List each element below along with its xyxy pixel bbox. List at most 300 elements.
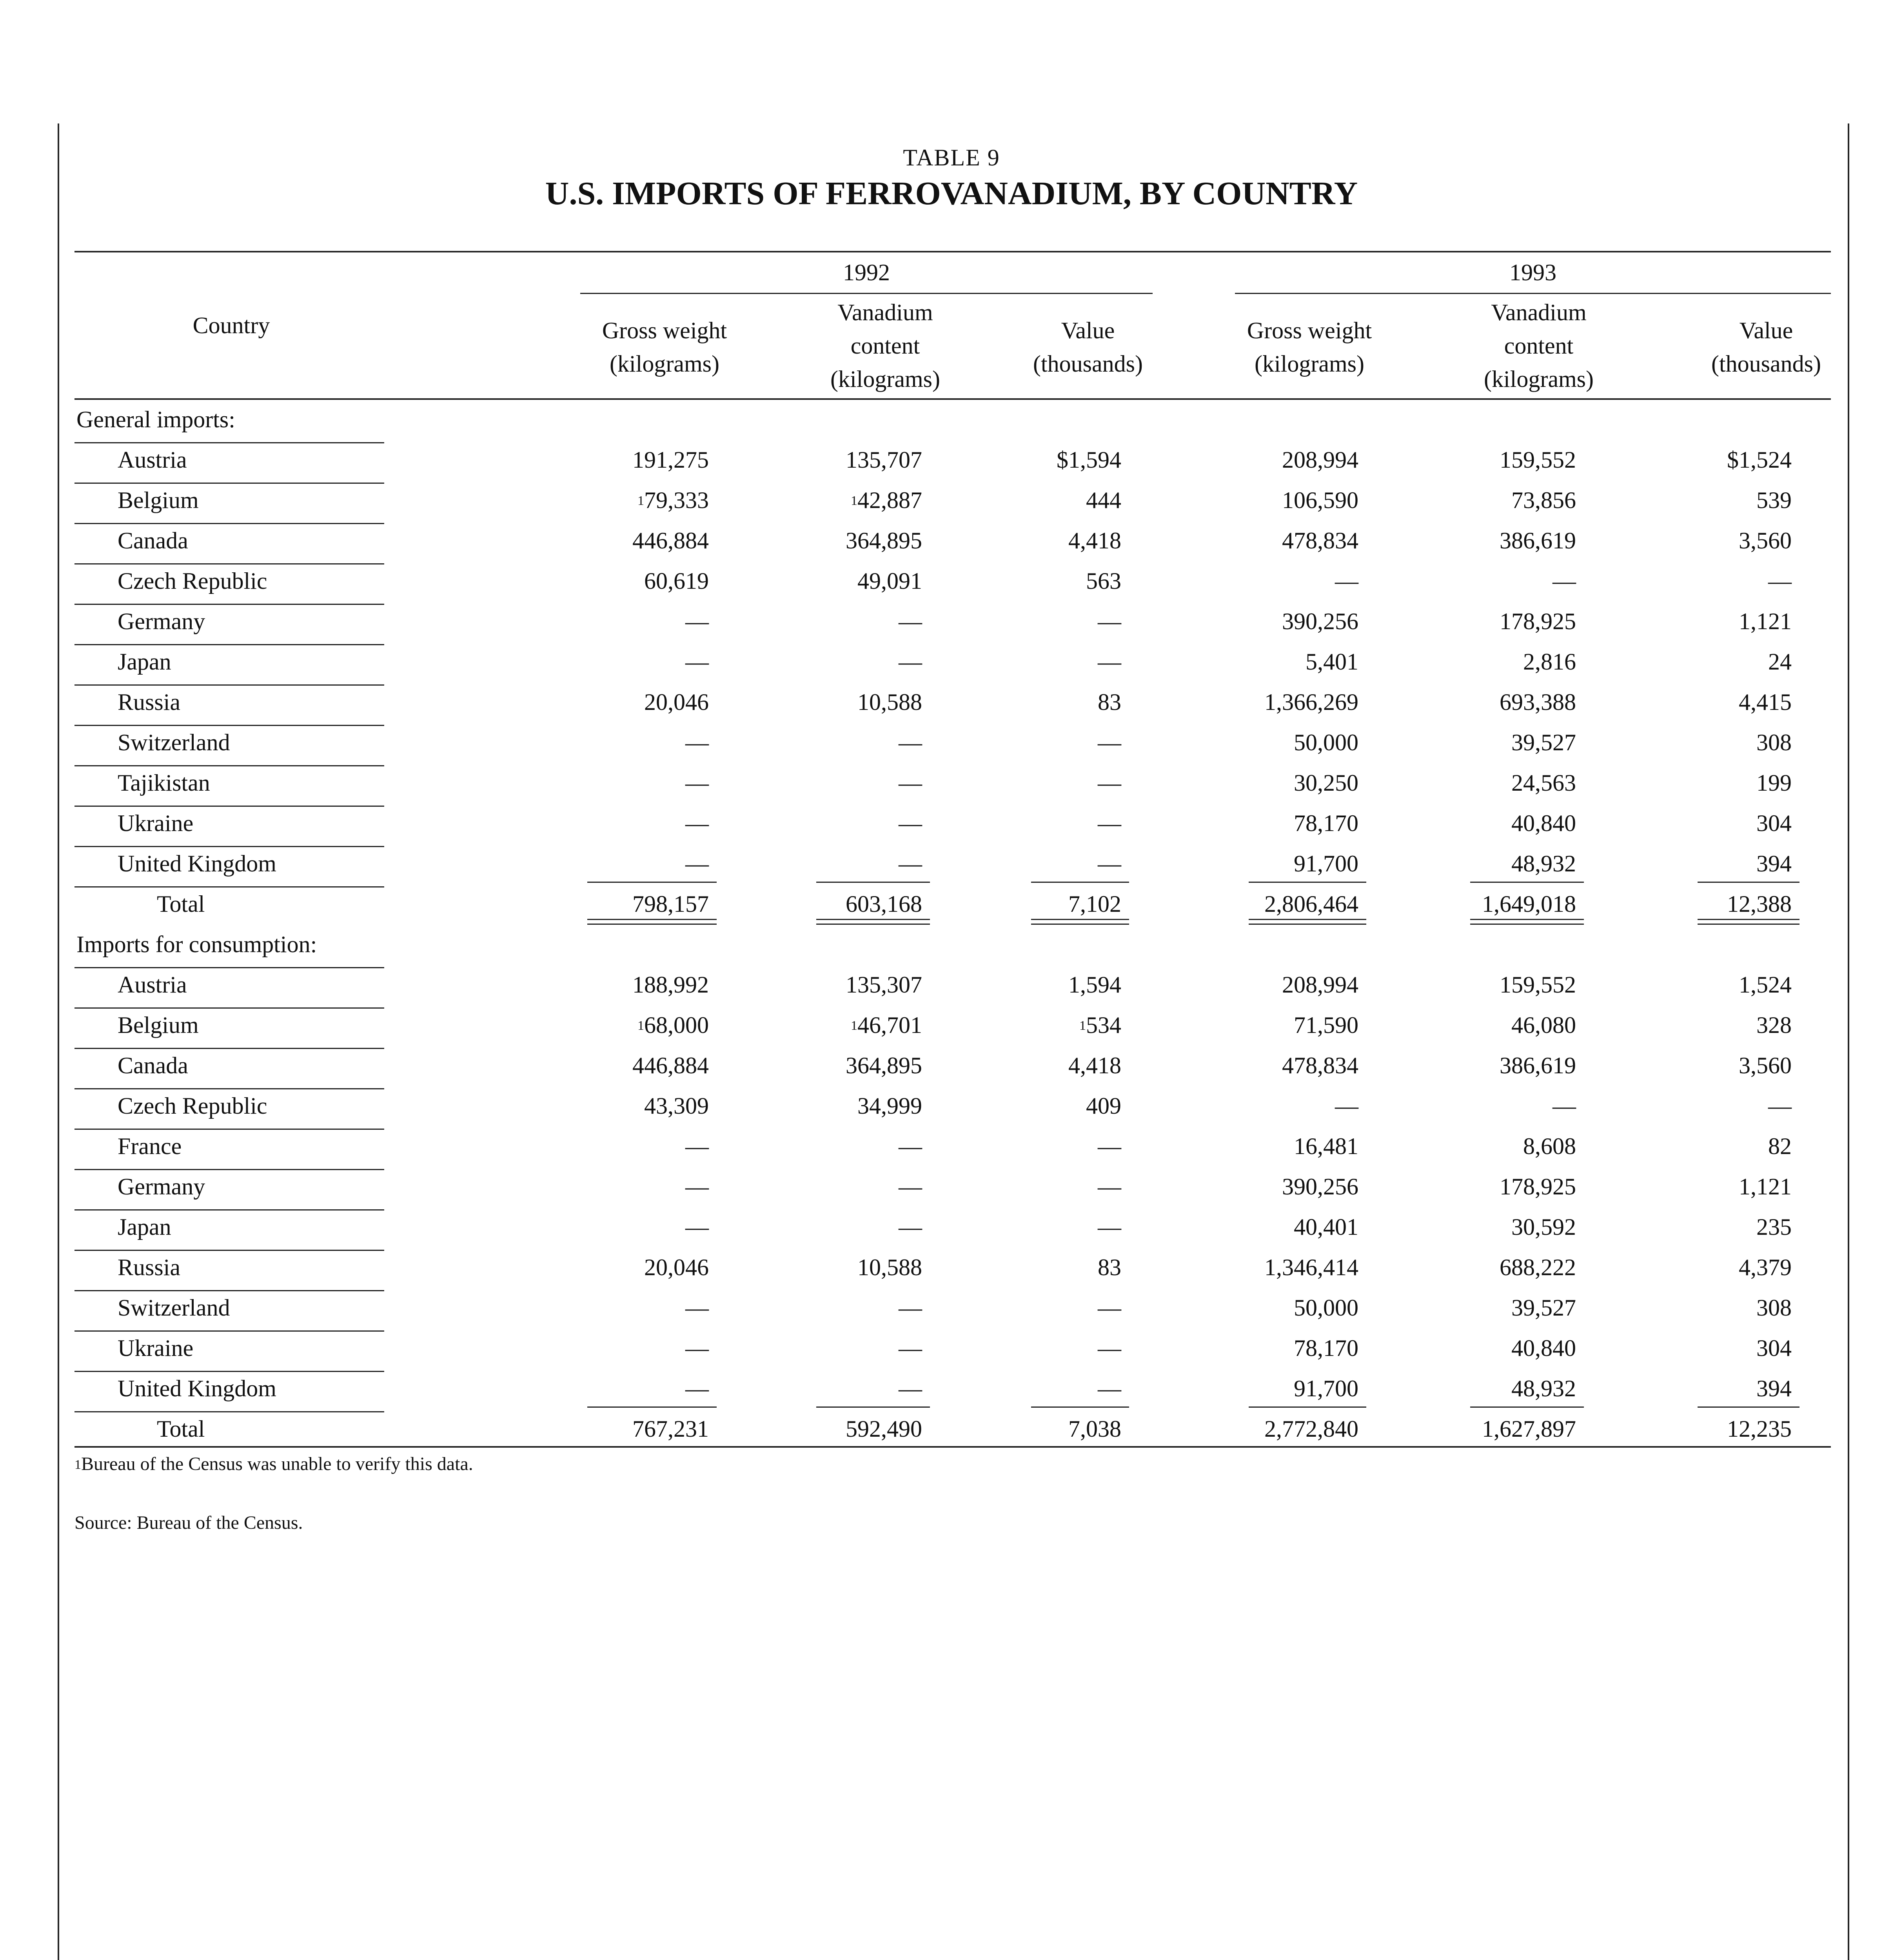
cell-value: — [1335,568,1358,594]
table-cell [513,850,709,877]
cell-value: — [899,810,922,836]
country-rule [74,523,384,524]
table-cell [726,1294,922,1321]
table-cell [726,1011,922,1039]
table-cell [1596,1294,1792,1321]
cell-value: 43,309 [644,1093,709,1119]
table-cell [1162,1375,1358,1402]
cell-value: — [1098,1335,1121,1361]
table-cell [1380,446,1576,474]
table-cell [925,486,1121,514]
cell-value: 82 [1768,1133,1792,1159]
left-margin-rule [58,123,59,1960]
year-1993-rule [1235,293,1831,294]
cell-value: 4,379 [1739,1254,1792,1280]
table-cell [1596,1092,1792,1120]
table-cell [1596,850,1792,877]
table-cell [1380,809,1576,837]
cell-value: 83 [1098,689,1121,715]
country-rule [74,644,384,645]
total-double-rule [1031,919,1129,920]
table-bottom-rule [74,1446,1831,1448]
cell-value: 394 [1756,851,1792,877]
table-cell [513,688,709,716]
footnote-mark: 1 [74,1457,81,1472]
table-cell [1596,1375,1792,1402]
cell-value: 188,992 [632,972,709,998]
cell-value: 42,887 [857,487,922,513]
table-cell [925,1294,1121,1321]
cell-value: 71,590 [1294,1012,1358,1038]
cell-value: $1,594 [1057,447,1121,473]
table-cell [1380,850,1576,877]
table-cell [1380,1334,1576,1362]
table-cell [1596,608,1792,635]
table-cell [726,1173,922,1200]
table-cell [1596,769,1792,797]
cell-value: 50,000 [1294,1295,1358,1321]
table-cell [1596,567,1792,595]
cell-value: — [899,1376,922,1401]
cell-value: 49,091 [857,568,922,594]
country-rule [74,967,384,968]
total-top-rule [1249,1406,1366,1408]
table-cell [1162,1213,1358,1241]
cell-value: 386,619 [1500,528,1576,554]
table-cell [1162,729,1358,756]
table-cell [513,1334,709,1362]
cell-value: 40,840 [1511,1335,1576,1361]
total-value: 2,806,464 [1264,891,1358,917]
table-cell [1596,1132,1792,1160]
table-cell [726,729,922,756]
cell-value: 235 [1756,1214,1792,1240]
table-cell [513,1092,709,1120]
cell-value: — [685,1295,709,1321]
table-cell [1380,1254,1576,1281]
country-rule [74,483,384,484]
value-header-2: (thousands) [1711,351,1821,377]
table-cell [513,567,709,595]
country-name: Russia [118,689,181,715]
table-cell [925,1092,1121,1120]
cell-value: 40,840 [1511,810,1576,836]
country-rule [74,1007,384,1009]
table-cell [1162,850,1358,877]
footnote-text: Bureau of the Census was unable to verify this data. [81,1454,473,1474]
cell-value: 8,608 [1523,1133,1576,1159]
total-double-rule [1470,924,1584,925]
source-note: Source: Bureau of the Census. [74,1512,303,1533]
cell-value: 308 [1756,1295,1792,1321]
cell-value: — [899,608,922,634]
country-name: Ukraine [118,1335,194,1361]
table-cell [513,971,709,998]
table-cell [925,971,1121,998]
cell-value: 409 [1086,1093,1121,1119]
table-cell [726,1132,922,1160]
cell-value: — [899,649,922,675]
country-rule [74,1048,384,1049]
cell-value: $1,524 [1727,447,1792,473]
table-cell [513,527,709,554]
cell-value: — [1768,568,1792,594]
table-cell [513,648,709,675]
cell-value: — [1553,1093,1576,1119]
cell-value: 1,366,269 [1264,689,1358,715]
cell-value: 386,619 [1500,1053,1576,1078]
table-cell [925,809,1121,837]
table-cell [1380,1011,1576,1039]
cell-value: — [899,1174,922,1200]
table-cell [1380,769,1576,797]
gross-weight-header-2: (kilograms) [1255,351,1364,377]
cell-value: 10,588 [857,1254,922,1280]
table-cell [925,1052,1121,1079]
table-cell [513,1375,709,1402]
total-double-rule [1031,924,1129,925]
country-rule [74,1330,384,1332]
table-cell [1596,1213,1792,1241]
table-cell [925,1011,1121,1039]
table-cell [726,527,922,554]
total-top-rule [1031,1406,1129,1408]
table-cell [1596,809,1792,837]
cell-value: — [1098,810,1121,836]
country-rule [74,684,384,686]
total-top-rule [816,1406,930,1408]
total-value: 1,627,897 [1482,1416,1576,1442]
table-cell [513,1173,709,1200]
country-rule [74,1290,384,1291]
cell-value: 159,552 [1500,972,1576,998]
cell-value: 191,275 [632,447,709,473]
country-name: Japan [118,649,171,675]
table-cell [1596,1173,1792,1200]
table-cell [1380,729,1576,756]
country-name: Germany [118,1174,205,1200]
vanadium-header-3: (kilograms) [1484,366,1594,392]
table-cell [726,1375,922,1402]
table-cell [513,1052,709,1079]
cell-value: 478,834 [1282,528,1358,554]
table-cell [726,769,922,797]
cell-value: — [685,770,709,796]
total-double-rule [1698,924,1799,925]
table-cell [1162,1334,1358,1362]
total-top-rule [1698,1406,1799,1408]
cell-value: — [899,770,922,796]
total-top-rule [1470,1406,1584,1408]
cell-value: 50,000 [1294,730,1358,755]
table-cell [925,648,1121,675]
table-cell [925,608,1121,635]
table-cell [513,1213,709,1241]
cell-value: — [685,810,709,836]
table-cell [513,729,709,756]
cell-value: 178,925 [1500,608,1576,634]
total-value: 1,649,018 [1482,891,1576,917]
country-rule [74,846,384,847]
section-label: General imports: [76,407,235,432]
cell-value: 4,418 [1068,528,1121,554]
table-cell [513,608,709,635]
table-cell [513,1254,709,1281]
cell-value: 78,170 [1294,1335,1358,1361]
cell-value: 78,170 [1294,810,1358,836]
cell-value: 48,932 [1511,851,1576,877]
table-cell [1162,486,1358,514]
cell-value: — [685,851,709,877]
cell-value: 135,307 [846,972,922,998]
table-cell [925,729,1121,756]
total-double-rule [816,919,930,920]
total-top-rule [1698,882,1799,883]
vanadium-header-1: Vanadium [1491,299,1587,325]
total-value: 12,388 [1727,891,1792,917]
country-name: Switzerland [118,730,230,755]
cell-value: — [685,1133,709,1159]
country-name: Canada [118,1053,188,1078]
table-cell [726,1092,922,1120]
cell-value: 106,590 [1282,487,1358,513]
table-cell [726,1213,922,1241]
cell-value: 563 [1086,568,1121,594]
table-cell [925,1254,1121,1281]
table-cell [513,1011,709,1039]
cell-value: — [899,851,922,877]
country-header: Country [192,312,270,338]
footnote-ref: 1 [851,1018,857,1033]
country-rule [74,1088,384,1089]
cell-value: 688,222 [1500,1254,1576,1280]
table-cell [1380,1294,1576,1321]
cell-value: 79,333 [644,487,709,513]
table-cell [726,648,922,675]
cell-value: 304 [1756,810,1792,836]
country-rule [74,1209,384,1210]
table-cell [726,446,922,474]
table-cell [1162,567,1358,595]
table-cell [726,1052,922,1079]
country-rule [74,886,384,887]
cell-value: — [1098,730,1121,755]
country-name: Austria [118,972,187,998]
table-cell [925,567,1121,595]
country-name: Switzerland [118,1295,230,1321]
country-name: Tajikistan [118,770,210,796]
cell-value: 308 [1756,730,1792,755]
cell-value: 83 [1098,1254,1121,1280]
table-cell [1596,527,1792,554]
total-label: Total [157,891,205,917]
cell-value: 693,388 [1500,689,1576,715]
table-cell [726,850,922,877]
cell-value: — [1098,1376,1121,1401]
cell-value: 208,994 [1282,972,1358,998]
table-cell [1162,1294,1358,1321]
total-double-rule [1249,924,1366,925]
cell-value: — [685,608,709,634]
value-header-1: Value [1739,318,1793,343]
total-top-rule [1470,882,1584,883]
cell-value: 390,256 [1282,1174,1358,1200]
year-heading-1992: 1992 [843,260,890,285]
total-top-rule [587,882,717,883]
table-cell [1162,1173,1358,1200]
cell-value: 3,560 [1739,1053,1792,1078]
country-name: Czech Republic [118,568,267,594]
table-label: TABLE 9 [903,145,1000,171]
table-cell [1596,729,1792,756]
table-title: U.S. IMPORTS OF FERROVANADIUM, BY COUNTRY [545,175,1358,212]
country-name: France [118,1133,182,1159]
year-1992-rule [580,293,1153,294]
total-top-rule [816,882,930,883]
cell-value: 34,999 [857,1093,922,1119]
cell-value: — [1098,851,1121,877]
table-cell [726,809,922,837]
right-margin-rule [1848,123,1849,1960]
cell-value: 16,481 [1294,1133,1358,1159]
table-cell [1380,1173,1576,1200]
cell-value: 91,700 [1294,851,1358,877]
country-rule [74,604,384,605]
cell-value: 478,834 [1282,1053,1358,1078]
country-name: Belgium [118,487,199,513]
table-cell [1596,648,1792,675]
cell-value: 304 [1756,1335,1792,1361]
total-value: 7,038 [1068,1416,1121,1442]
footnote-ref: 1 [637,1018,644,1033]
cell-value: — [685,1376,709,1401]
footnote-ref: 1 [1079,1018,1086,1033]
cell-value: 199 [1756,770,1792,796]
country-rule [74,1129,384,1130]
table-cell [925,850,1121,877]
cell-value: 394 [1756,1376,1792,1401]
table-cell [1596,486,1792,514]
cell-value: 20,046 [644,1254,709,1280]
table-cell [726,1334,922,1362]
table-cell [1380,1052,1576,1079]
cell-value: 4,415 [1739,689,1792,715]
footnote-ref: 1 [637,494,644,508]
table-cell [1162,446,1358,474]
vanadium-header-2: content [850,333,920,359]
table-cell [513,769,709,797]
table-cell [726,567,922,595]
cell-value: 68,000 [644,1012,709,1038]
table-cell [925,1173,1121,1200]
total-value: 7,102 [1068,891,1121,917]
cell-value: — [899,1295,922,1321]
cell-value: 39,527 [1511,730,1576,755]
cell-value: 24,563 [1511,770,1576,796]
table-cell [1380,486,1576,514]
cell-value: — [899,1133,922,1159]
gross-weight-header-2: (kilograms) [610,351,719,377]
cell-value: — [1098,649,1121,675]
cell-value: — [1098,608,1121,634]
vanadium-header-2: content [1504,333,1574,359]
cell-value: 40,401 [1294,1214,1358,1240]
cell-value: 534 [1086,1012,1121,1038]
table-cell [1380,688,1576,716]
table-cell [1380,608,1576,635]
country-name: Czech Republic [118,1093,267,1119]
cell-value: 446,884 [632,1053,709,1078]
cell-value: 1,121 [1739,608,1792,634]
total-top-rule [1249,882,1366,883]
table-cell [1162,527,1358,554]
table-cell [1380,648,1576,675]
vanadium-header-1: Vanadium [837,299,933,325]
cell-value: 73,856 [1511,487,1576,513]
table-cell [1162,769,1358,797]
cell-value: 4,418 [1068,1053,1121,1078]
country-name: Ukraine [118,810,194,836]
cell-value: — [899,730,922,755]
value-header-2: (thousands) [1033,351,1143,377]
table-cell [1162,971,1358,998]
table-cell [1162,1092,1358,1120]
country-name: Belgium [118,1012,199,1038]
total-value: 12,235 [1727,1416,1792,1442]
cell-value: 135,707 [846,447,922,473]
country-rule [74,563,384,564]
table-cell [1162,809,1358,837]
table-cell [1380,527,1576,554]
footnote [74,1450,473,1478]
total-value: 592,490 [846,1416,922,1442]
table-cell [1380,1132,1576,1160]
cell-value: 539 [1756,487,1792,513]
country-name: United Kingdom [118,851,276,877]
cell-value: 10,588 [857,689,922,715]
cell-value: 1,121 [1739,1174,1792,1200]
cell-value: — [1098,1133,1121,1159]
table-cell [1162,1132,1358,1160]
cell-value: 390,256 [1282,608,1358,634]
cell-value: 328 [1756,1012,1792,1038]
country-rule [74,1371,384,1372]
cell-value: 3,560 [1739,528,1792,554]
cell-value: 1,524 [1739,972,1792,998]
table-cell [1380,971,1576,998]
cell-value: 1,594 [1068,972,1121,998]
table-cell [1596,1052,1792,1079]
table-cell [1162,1011,1358,1039]
country-rule [74,1250,384,1251]
country-rule [74,442,384,443]
table-cell [1380,1213,1576,1241]
total-value: 798,157 [632,891,709,917]
cell-value: 178,925 [1500,1174,1576,1200]
table-cell [925,769,1121,797]
cell-value: 2,816 [1523,649,1576,675]
total-double-rule [1249,919,1366,920]
table-cell [1380,567,1576,595]
cell-value: 60,619 [644,568,709,594]
cell-value: 1,346,414 [1264,1254,1358,1280]
country-name: Russia [118,1254,181,1280]
table-cell [513,446,709,474]
country-name: United Kingdom [118,1376,276,1401]
total-double-rule [587,924,717,925]
country-rule [74,1169,384,1170]
table-cell [726,486,922,514]
